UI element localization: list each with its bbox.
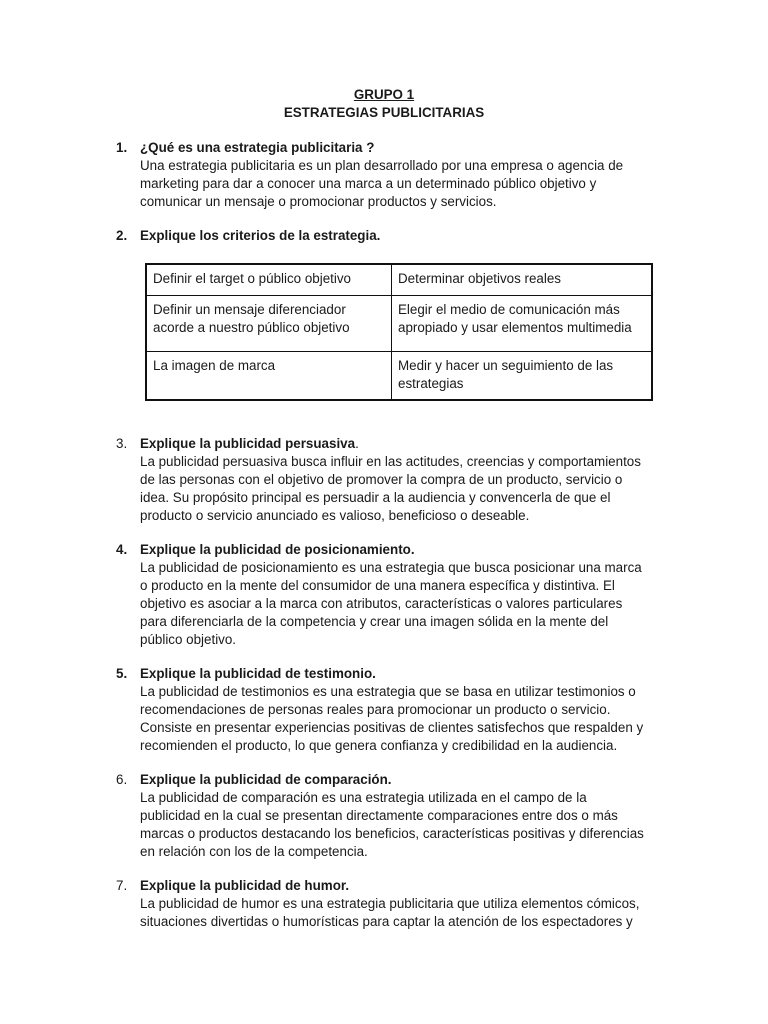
answer-line: La publicidad de humor es una estrategia publicitaria que utiliza elementos cómicos, [140, 896, 640, 911]
table-row [146, 296, 652, 352]
table-cell: Definir el target o público objetivo [146, 264, 392, 296]
question-answer [140, 789, 680, 861]
answer-line: público objetivo. [140, 632, 237, 647]
question-answer [140, 559, 680, 649]
question-heading: Explique la publicidad de humor. [140, 878, 350, 893]
question-heading: Explique la publicidad de testimonio. [140, 666, 376, 681]
answer-line: de las personas con el objetivo de promover la compra de un producto, servicio o [140, 472, 623, 487]
question-number: 4. [116, 542, 128, 557]
answer-line: La publicidad de comparación es una estrategia utilizada en el campo de la [140, 790, 587, 805]
table-cell: Elegir el medio de comunicación más apropiado y usar elementos multimedia [392, 296, 653, 352]
answer-line: o producto en la mente del consumidor de una manera específica y distintiva. El [140, 578, 615, 593]
answer-line: La publicidad de posicionamiento es una estrategia que busca posicionar una marca [140, 560, 642, 575]
question-heading: Explique los criterios de la estrategia. [140, 228, 381, 243]
answer-line: marcas o productos destacando los beneficios, características positivas y diferencias [140, 826, 644, 841]
question-answer [140, 683, 680, 755]
question-number: 5. [116, 666, 128, 681]
question-number: 3. [116, 436, 128, 451]
question-heading: Explique la publicidad de posicionamiento. [140, 542, 415, 557]
table-cell: Definir un mensaje diferenciador acorde a nuestro público objetivo [146, 296, 392, 352]
table-row [146, 352, 652, 401]
question-heading: Explique la publicidad persuasiva. [140, 436, 359, 451]
answer-line: Consiste en presentar experiencias positivas de clientes satisfechos que respalden y [140, 720, 644, 735]
question-number: 1. [116, 140, 128, 155]
answer-line: idea. Su propósito principal es persuadir a la audiencia y convencerla de que el [140, 490, 611, 505]
answer-line: recomendaciones de personas reales para promocionar un producto o servicio. [140, 702, 611, 717]
answer-line: La publicidad de testimonios es una estrategia que se basa en utilizar testimonios o [140, 684, 636, 699]
table-row [146, 264, 652, 296]
question-number: 2. [116, 228, 128, 243]
answer-line: marketing para dar a conocer una marca a un determinado público objetivo y [140, 176, 597, 191]
answer-line: objetivo es asociar a la marca con atributos, características o valores particulares [140, 596, 623, 611]
answer-line: producto o servicio anunciado es valioso, beneficioso o deseable. [140, 508, 530, 523]
question-answer [140, 157, 680, 211]
criteria-table [145, 263, 653, 401]
question-number: 6. [116, 772, 128, 787]
answer-line: publicidad en la cual se presentan directamente comparaciones entre dos o más [140, 808, 618, 823]
table-cell: Determinar objetivos reales [392, 264, 653, 296]
table-cell: La imagen de marca [146, 352, 392, 401]
question-heading: Explique la publicidad de comparación. [140, 772, 392, 787]
answer-line: en relación con los de la competencia. [140, 844, 368, 859]
table-cell: Medir y hacer un seguimiento de las estrategias [392, 352, 653, 401]
question-answer [140, 895, 680, 931]
answer-line: La publicidad persuasiva busca influir en las actitudes, creencias y comportamientos [140, 454, 641, 469]
question-answer [140, 453, 680, 525]
document-subtitle: ESTRATEGIAS PUBLICITARIAS [283, 105, 485, 120]
answer-line: recomienden el producto, lo que genera confianza y credibilidad en la audiencia. [140, 738, 618, 753]
answer-line: comunicar un mensaje o promocionar productos y servicios. [140, 194, 497, 209]
answer-line: para diferenciarla de la competencia y crear una imagen sólida en la mente del [140, 614, 609, 629]
question-heading: ¿Qué es una estrategia publicitaria ? [140, 140, 375, 155]
answer-line: situaciones divertidas o humorísticas para captar la atención de los espectadores y [140, 914, 633, 929]
answer-line: Una estrategia publicitaria es un plan desarrollado por una empresa o agencia de [140, 158, 624, 173]
question-number: 7. [116, 878, 128, 893]
group-title: GRUPO 1 [353, 87, 415, 102]
